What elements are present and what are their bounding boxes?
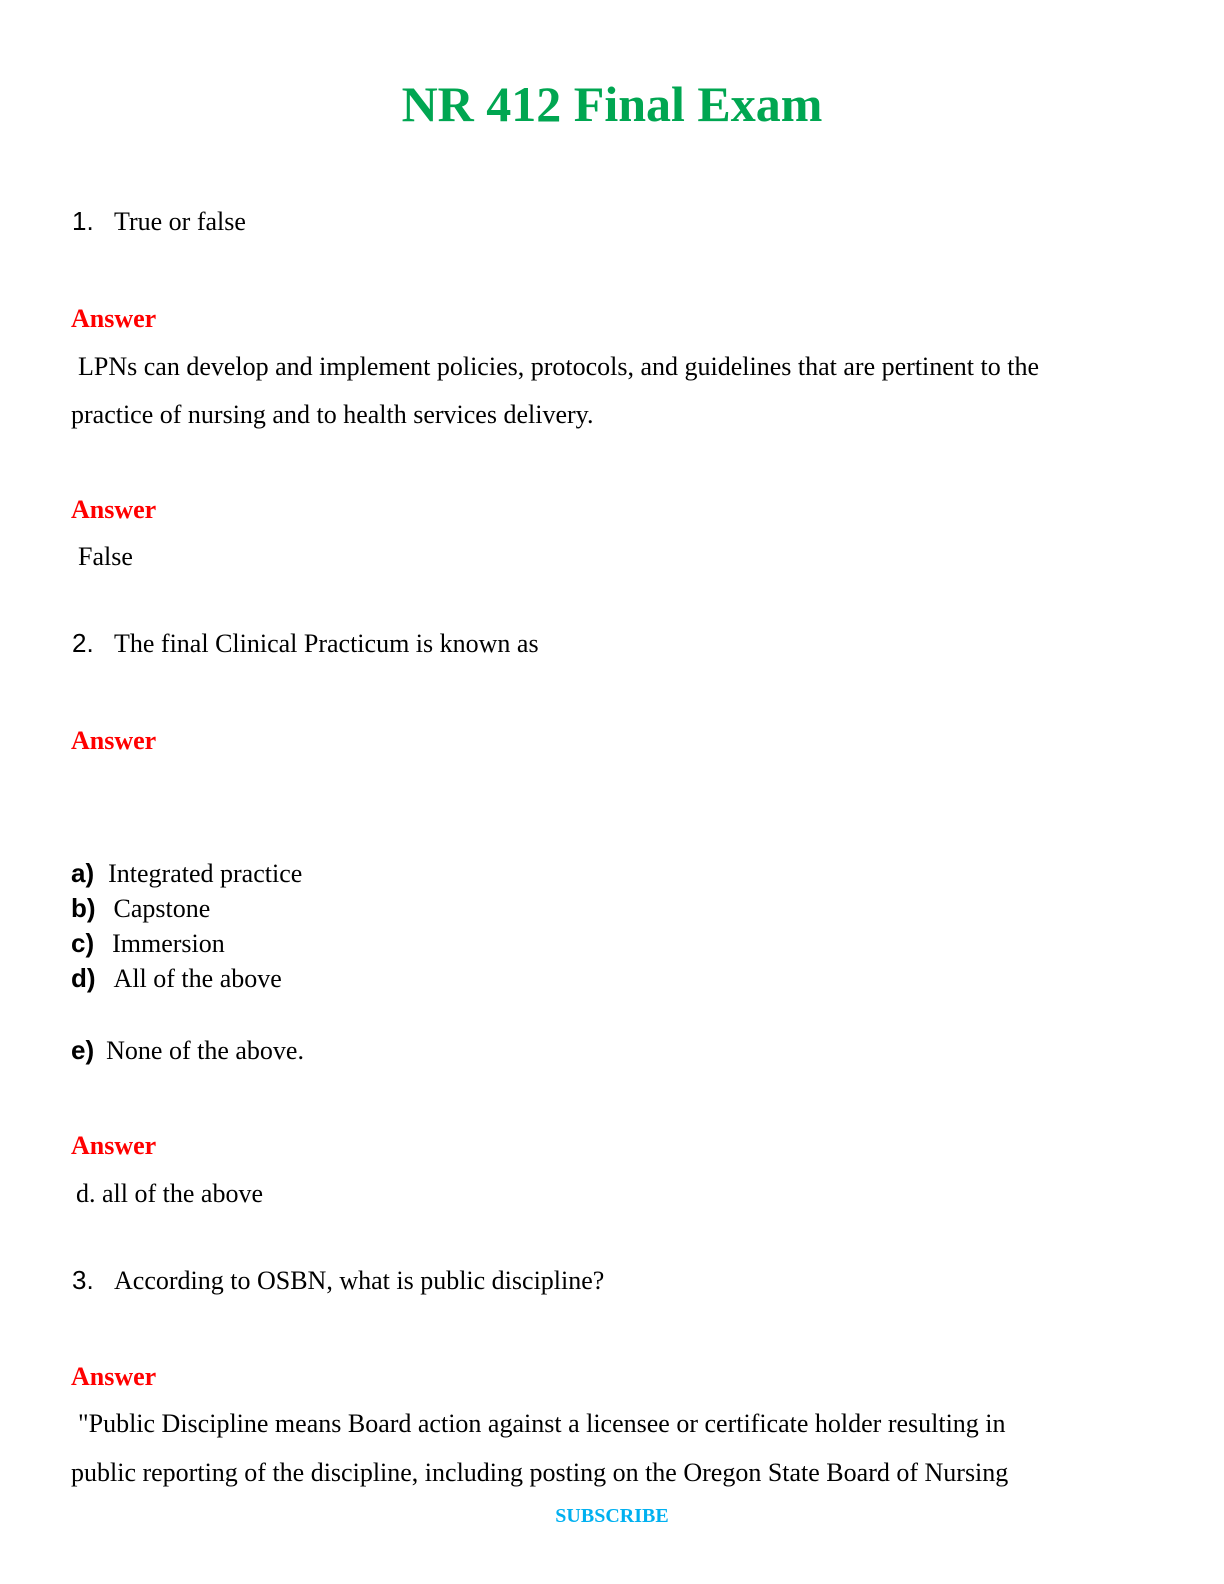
question-3-answer-line-1: "Public Discipline means Board action against a licensee or certificate holder resulting in: [78, 1409, 1006, 1438]
option-b-letter: b): [71, 893, 96, 923]
page-title: NR 412 Final Exam: [401, 76, 823, 132]
answer-label: Answer: [71, 495, 157, 524]
question-1-statement-line-1: LPNs can develop and implement policies, protocols, and guidelines that are pertinent to the: [78, 352, 1040, 381]
answer-label: Answer: [71, 1362, 157, 1391]
option-c: [71, 928, 225, 959]
answer-label: Answer: [71, 726, 157, 755]
question-3-text: According to OSBN, what is public discipline?: [114, 1266, 605, 1295]
option-d-letter: d): [71, 963, 96, 993]
option-d-text: All of the above: [113, 964, 282, 993]
option-a-text: Integrated practice: [108, 859, 303, 888]
option-e-text: None of the above.: [106, 1036, 304, 1065]
option-d: [71, 963, 282, 994]
subscribe-link[interactable]: SUBSCRIBE: [555, 1505, 669, 1527]
question-2-answer: d. all of the above: [76, 1179, 263, 1208]
option-b-text: Capstone: [113, 894, 211, 923]
question-1-text: True or false: [114, 207, 246, 236]
option-c-text: Immersion: [112, 929, 225, 958]
option-b: [71, 893, 210, 924]
question-2-number: 2.: [72, 628, 94, 658]
option-a: [71, 858, 302, 889]
option-e-letter: e): [71, 1035, 95, 1065]
answer-label: Answer: [71, 304, 157, 333]
question-3-number: 3.: [72, 1265, 94, 1295]
question-3-answer-line-2: public reporting of the discipline, including posting on the Oregon State Board of Nursing: [71, 1458, 1009, 1487]
question-1-answer: False: [78, 542, 133, 571]
question-1-statement-line-2: practice of nursing and to health services delivery.: [71, 400, 594, 429]
question-1-number: 1.: [72, 206, 94, 236]
answer-label: Answer: [71, 1131, 157, 1160]
option-c-letter: c): [71, 928, 95, 958]
option-a-letter: a): [71, 858, 95, 888]
question-2-text: The final Clinical Practicum is known as: [114, 629, 539, 658]
option-e: [71, 1035, 304, 1066]
